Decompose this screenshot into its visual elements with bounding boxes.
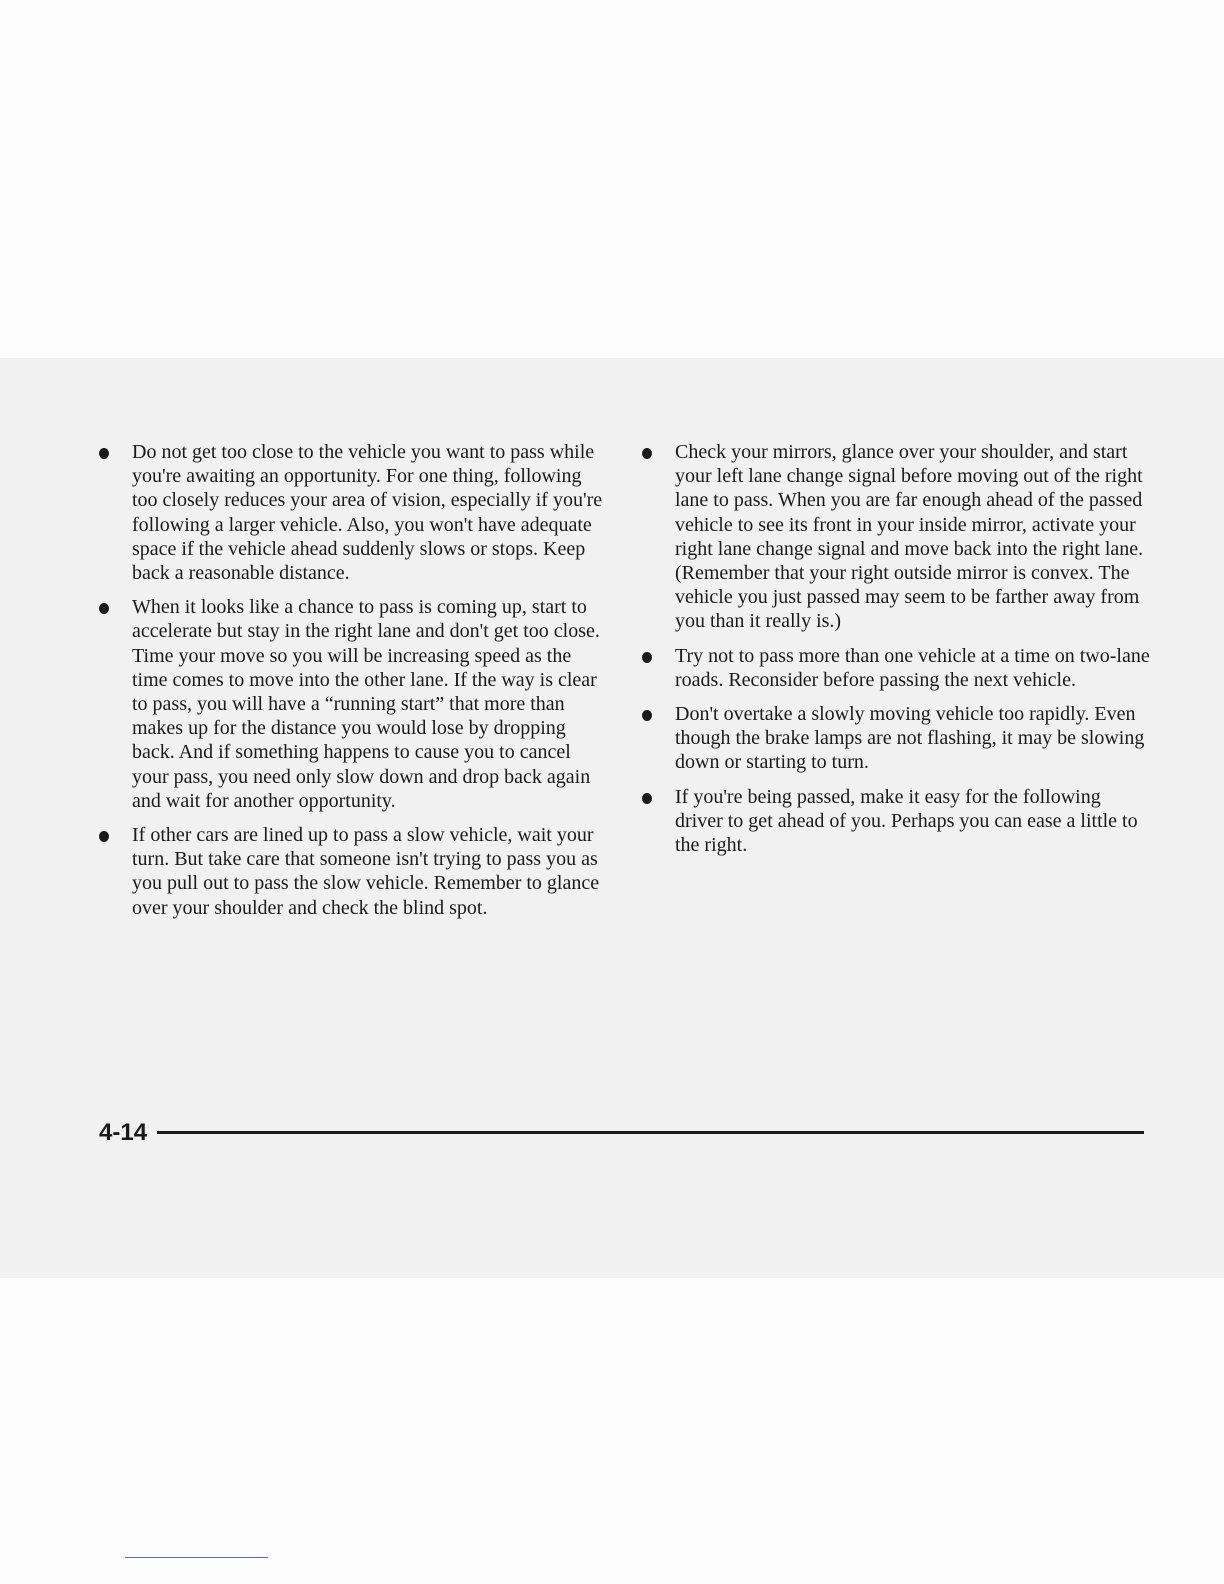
- bullet-icon: [99, 831, 109, 842]
- page-footer: [99, 1118, 1144, 1148]
- list-item: [642, 702, 1152, 775]
- page-number: 4-14: [99, 1119, 148, 1146]
- list-item: [642, 785, 1152, 858]
- list-item-text: Try not to pass more than one vehicle at a time on two-lane roads. Reconsider before passing the next vehicle.: [675, 644, 1150, 691]
- footer-rule: [157, 1131, 1144, 1134]
- list-item-text: If you're being passed, make it easy for the following driver to get ahead of you. Perhaps you can ease a little to the right.: [675, 785, 1138, 857]
- bullet-icon: [99, 603, 109, 614]
- list-item-text: Don't overtake a slowly moving vehicle too rapidly. Even though the brake lamps are not flashing, it may be slowing down or starting to turn.: [675, 703, 1145, 774]
- list-item-text: Check your mirrors, glance over your shoulder, and start your left lane change signal before moving out of the right lane to pass. When you are far enough ahead of the passed vehicle to see its front in your inside mirror, activate your right lane change signal and move back into the right lane. (Remember that your right outside mirror is convex. The vehicle you just passed may seem to be farther away from you than it really is.): [675, 441, 1144, 633]
- left-column-bullet-list: [99, 440, 609, 930]
- list-item-text: If other cars are lined up to pass a slow vehicle, wait your turn. But take care that someone isn't trying to pass you as you pull out to pass the slow vehicle. Remember to glance over your shoulder and check the blind spot.: [132, 824, 600, 919]
- right-column-bullet-list: [642, 440, 1152, 867]
- list-item: [642, 440, 1152, 634]
- list-item: [99, 595, 609, 813]
- bottom-link-underline: [125, 1557, 268, 1558]
- bullet-icon: [642, 652, 652, 663]
- bullet-icon: [642, 793, 652, 804]
- list-item: [99, 823, 609, 920]
- bullet-icon: [642, 448, 652, 459]
- bullet-icon: [642, 710, 652, 721]
- list-item-text: Do not get too close to the vehicle you want to pass while you're awaiting an opportunity. For one thing, following too closely reduces your area of vision, especially if you're following a larger vehicle. Also, you won't have adequate space if the vehicle ahead suddenly slows or stops. Keep back a reasonable distance.: [132, 441, 603, 585]
- bullet-icon: [99, 448, 109, 459]
- list-item-text: When it looks like a chance to pass is coming up, start to accelerate but stay in the right lane and don't get too close. Time your move so you will be increasing speed as the time comes to move into the other lane. If the way is clear to pass, you will have a “running start” that more than makes up for the distance you would lose by dropping back. And if something happens to cause you to cancel your pass, you need only slow down and drop back again and wait for another opportunity.: [132, 596, 600, 812]
- list-item: [642, 644, 1152, 692]
- list-item: [99, 440, 609, 585]
